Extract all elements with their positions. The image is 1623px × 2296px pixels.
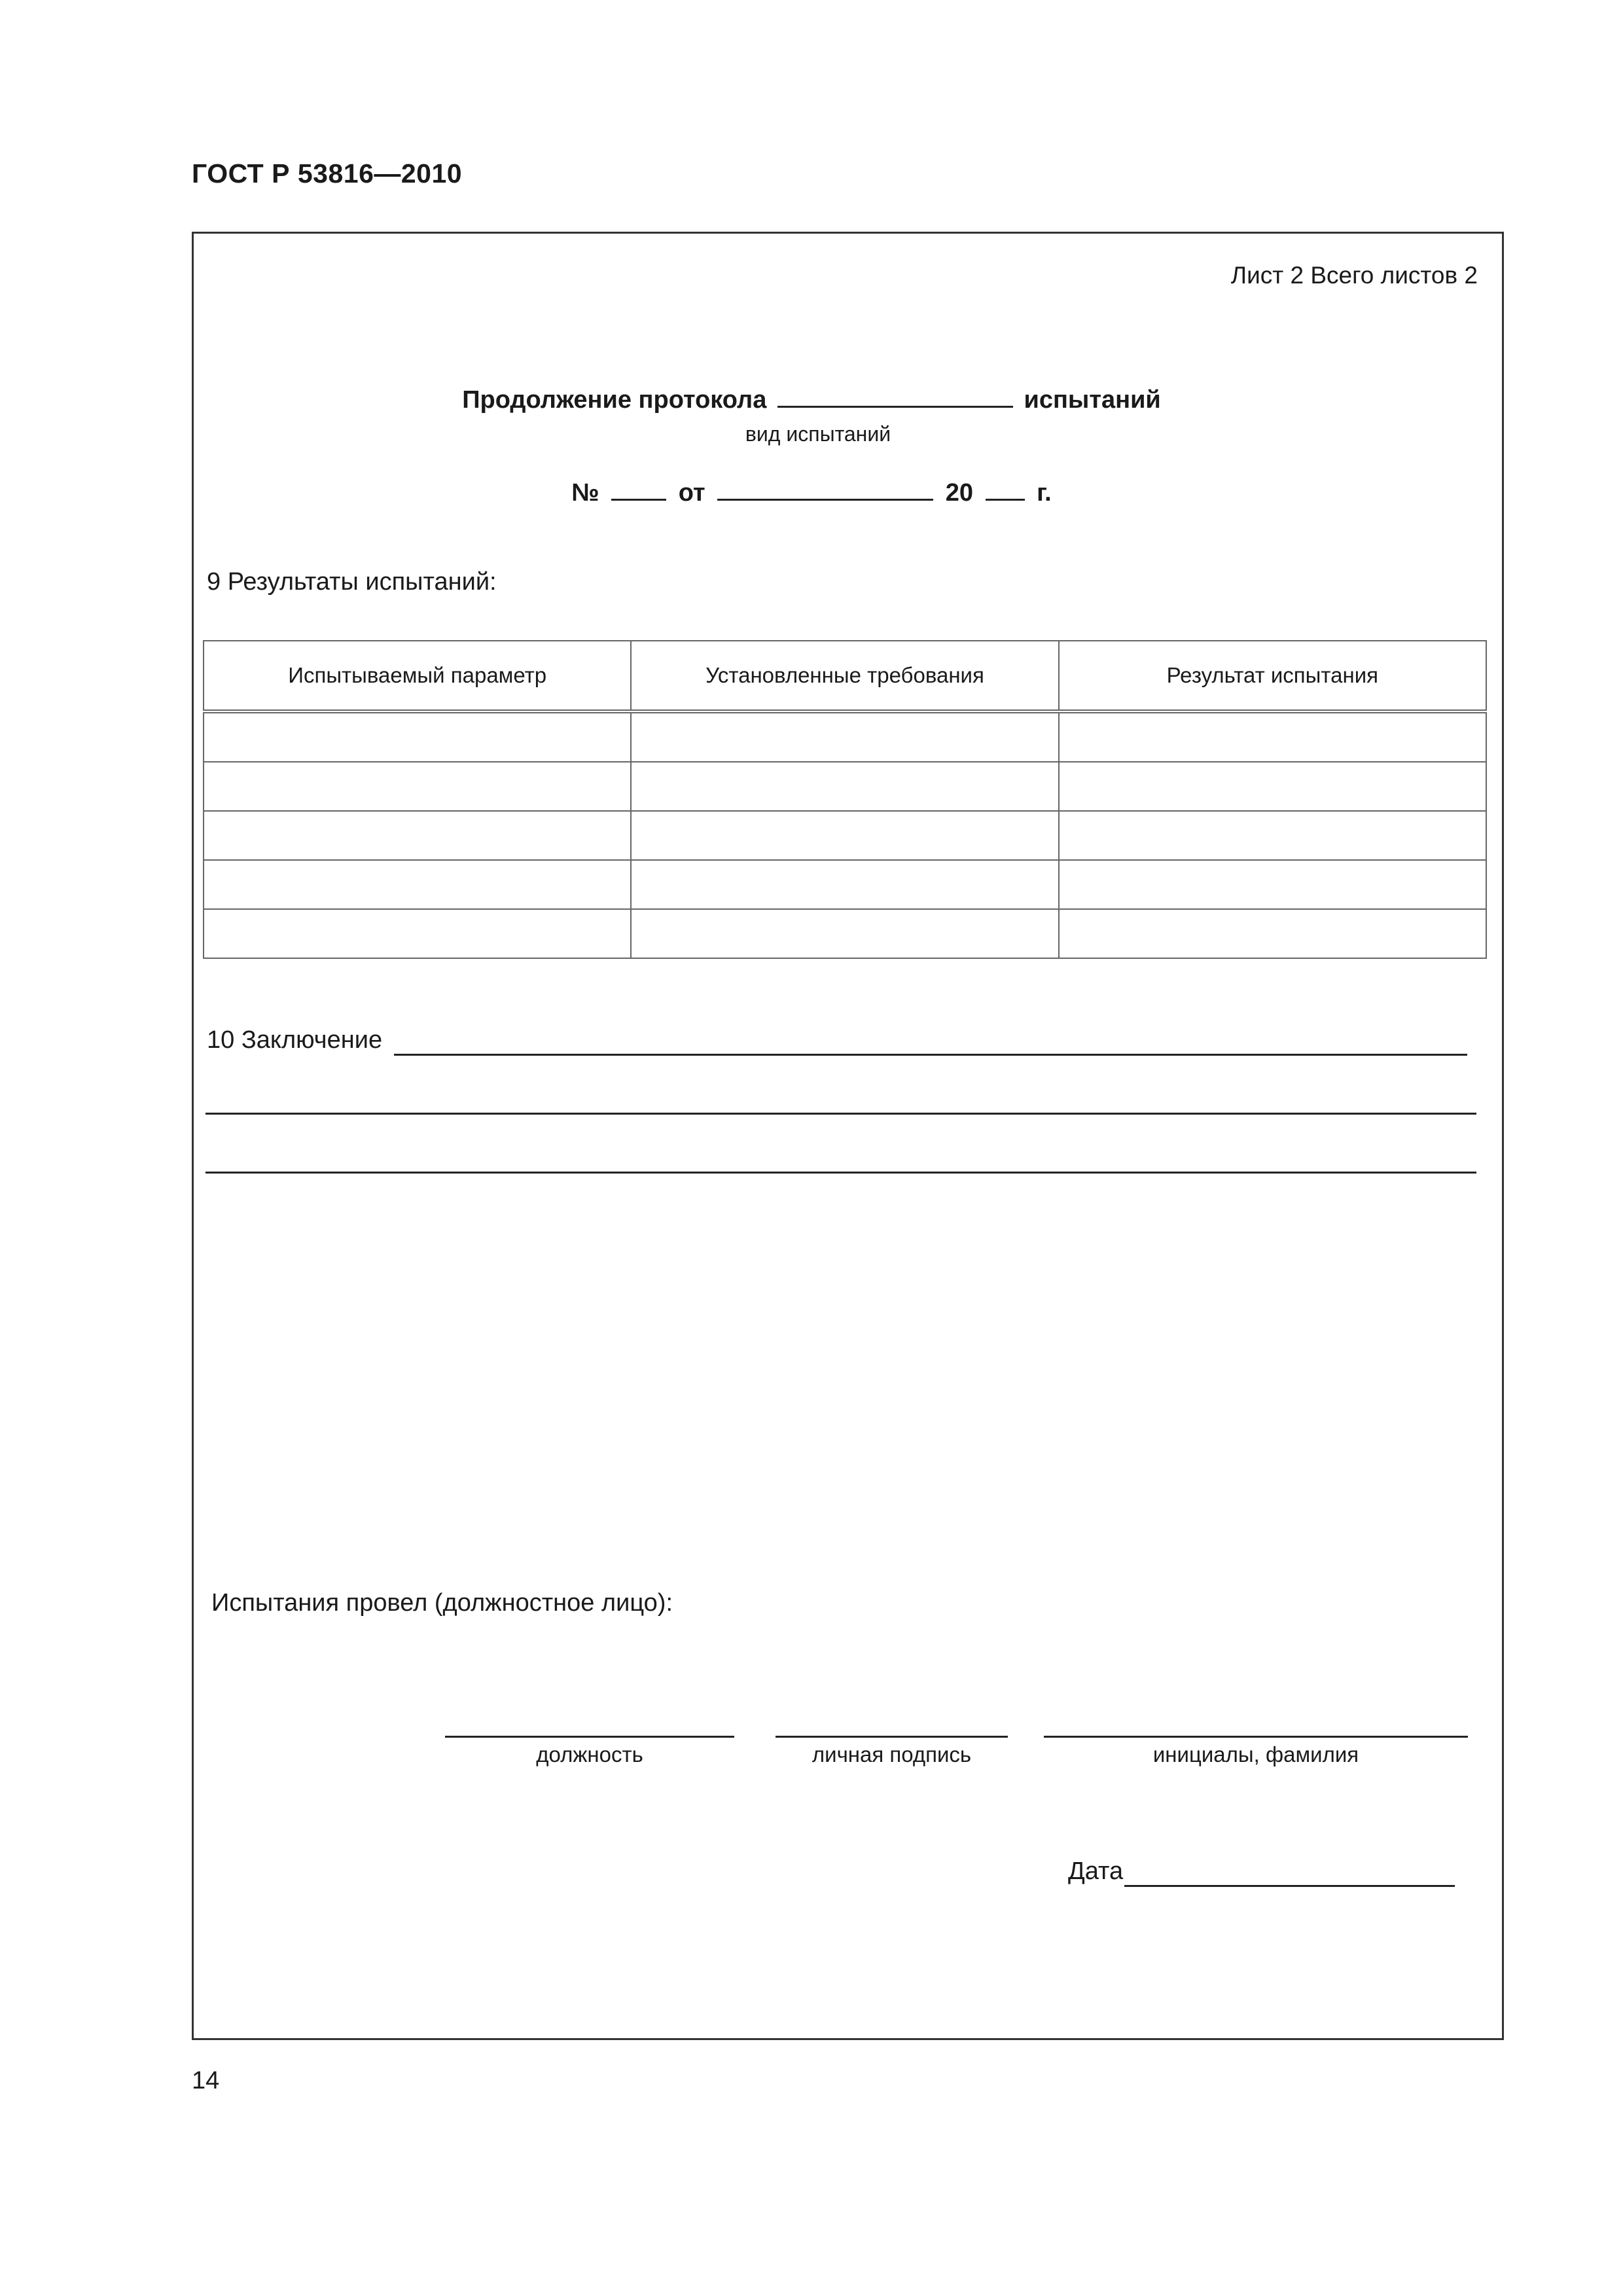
table-row	[204, 762, 1486, 811]
table-cell[interactable]	[1059, 711, 1486, 762]
conducted-by-label: Испытания провел (должностное лицо):	[211, 1589, 673, 1617]
protocol-number-field[interactable]	[611, 482, 666, 501]
signature-field[interactable]	[776, 1736, 1008, 1738]
name-field[interactable]	[1044, 1736, 1468, 1738]
position-field[interactable]	[445, 1736, 734, 1738]
table-cell[interactable]	[204, 860, 631, 909]
protocol-year-field[interactable]	[986, 482, 1025, 501]
document-header: ГОСТ Р 53816—2010	[192, 158, 463, 188]
table-row	[204, 860, 1486, 909]
test-type-field[interactable]	[777, 389, 1013, 408]
section-10-heading: 10 Заключение	[207, 1026, 383, 1054]
page-number: 14	[192, 2067, 220, 2094]
table-row	[204, 711, 1486, 762]
protocol-date-field[interactable]	[717, 482, 933, 501]
table-cell[interactable]	[1059, 811, 1486, 860]
conclusion-field-line-2[interactable]	[205, 1113, 1476, 1115]
table-cell[interactable]	[631, 909, 1058, 958]
title-part2: испытаний	[1024, 386, 1161, 414]
date-field[interactable]	[1124, 1885, 1455, 1887]
year-suffix: г.	[1037, 479, 1052, 507]
from-label: от	[678, 479, 705, 507]
conclusion-field-line-3[interactable]	[205, 1172, 1476, 1174]
protocol-title	[0, 386, 1623, 414]
table-cell[interactable]	[1059, 762, 1486, 811]
column-header-parameter: Испытываемый параметр	[204, 641, 631, 711]
table-cell[interactable]	[631, 811, 1058, 860]
table-cell[interactable]	[204, 762, 631, 811]
name-caption: инициалы, фамилия	[1152, 1742, 1359, 1767]
position-caption: должность	[536, 1742, 643, 1767]
table-cell[interactable]	[631, 860, 1058, 909]
column-header-result: Результат испытания	[1059, 641, 1486, 711]
table-cell[interactable]	[631, 711, 1058, 762]
protocol-number-line	[0, 479, 1623, 507]
table-cell[interactable]	[204, 909, 631, 958]
sheet-info: Лист 2 Всего листов 2	[1230, 262, 1478, 289]
results-table	[203, 640, 1487, 959]
year-prefix: 20	[945, 479, 974, 507]
table-cell[interactable]	[204, 711, 631, 762]
signature-caption: личная подпись	[812, 1742, 972, 1767]
title-part1: Продолжение протокола	[462, 386, 767, 414]
table-cell[interactable]	[1059, 909, 1486, 958]
results-table-header	[204, 641, 1486, 711]
date-label: Дата	[1068, 1857, 1124, 1885]
column-header-requirements: Установленные требования	[631, 641, 1058, 711]
table-cell[interactable]	[1059, 860, 1486, 909]
table-row	[204, 909, 1486, 958]
test-type-caption: вид испытаний	[745, 422, 891, 446]
conclusion-field-line-1[interactable]	[394, 1054, 1467, 1056]
table-row	[204, 811, 1486, 860]
table-cell[interactable]	[204, 811, 631, 860]
number-label: №	[571, 479, 599, 507]
table-cell[interactable]	[631, 762, 1058, 811]
section-9-heading: 9 Результаты испытаний:	[207, 568, 497, 596]
